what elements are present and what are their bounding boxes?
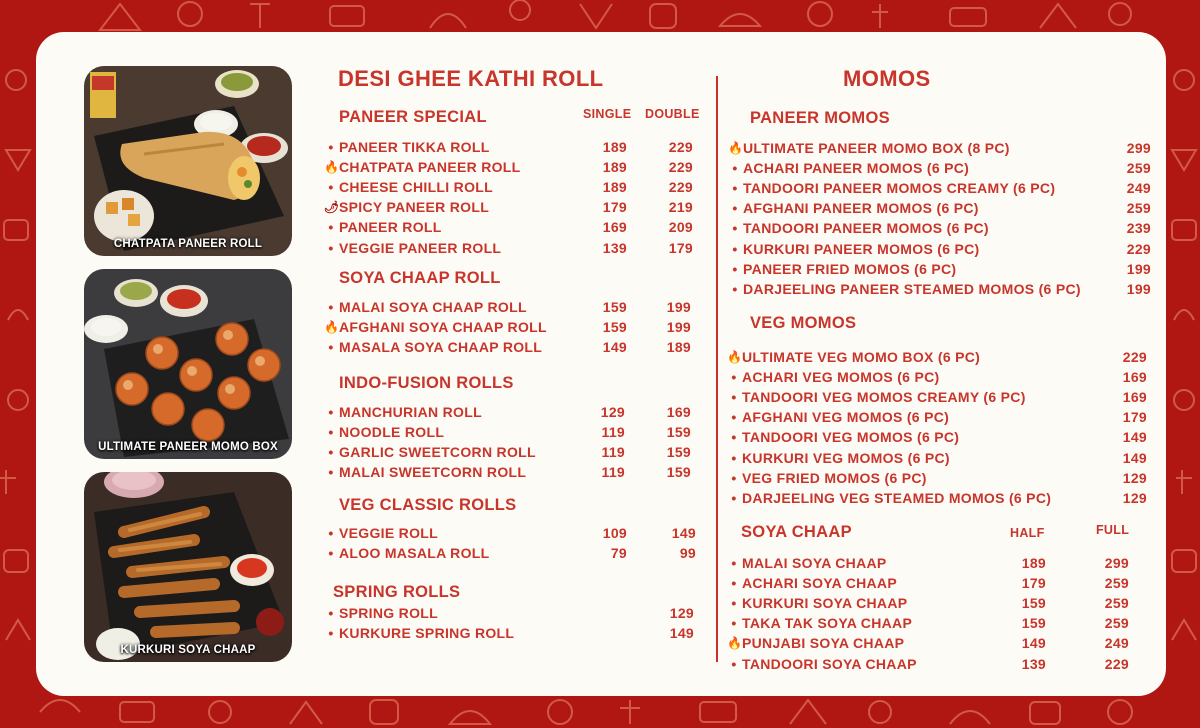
bullet-icon: •: [328, 545, 334, 562]
double-column-header: DOUBLE: [645, 107, 700, 121]
price-b: 129: [1122, 489, 1147, 506]
bullet-icon: •: [731, 615, 737, 632]
item-name: TANDOORI SOYA CHAAP: [742, 655, 917, 672]
item-name: MALAI SOYA CHAAP ROLL: [339, 299, 527, 315]
price-b: 129: [1122, 469, 1147, 486]
item-name: SPRING ROLL: [339, 605, 438, 621]
bullet-icon: •: [732, 160, 738, 177]
item-name: MALAI SWEETCORN ROLL: [339, 464, 527, 481]
menu-item: [0, 593, 1200, 613]
item-name: ULTIMATE PANEER MOMO BOX (8 PC): [743, 140, 1010, 156]
bullet-icon: •: [328, 464, 334, 481]
bullet-icon: •: [328, 299, 334, 315]
item-name: AFGHANI VEG MOMOS (6 PC): [742, 409, 950, 426]
bullet-icon: •: [732, 200, 738, 217]
bullet-icon: •: [731, 409, 737, 426]
price-b: 229: [668, 159, 693, 176]
price-a: 149: [602, 339, 627, 356]
bullet-icon: •: [731, 469, 737, 486]
fire-icon: 🔥: [324, 320, 340, 335]
menu-item: [0, 468, 1200, 488]
right-title: MOMOS: [843, 66, 931, 91]
bullet-icon: •: [731, 429, 737, 446]
price-a: 119: [601, 424, 625, 441]
bullet-icon: •: [731, 449, 737, 466]
price-b: 149: [1122, 429, 1147, 446]
item-name: ACHARI SOYA CHAAP: [742, 575, 897, 592]
price-b: 169: [1122, 389, 1147, 406]
item-name: ULTIMATE VEG MOMO BOX (6 PC): [742, 349, 981, 365]
menu-item: [0, 448, 1200, 468]
item-name: ACHARI PANEER MOMOS (6 PC): [743, 160, 970, 177]
price-b: 149: [669, 625, 694, 642]
menu-item: [0, 367, 1200, 387]
section-title: SOYA CHAAP ROLL: [339, 269, 501, 287]
item-name: DARJEELING PANEER STEAMED MOMOS (6 PC): [743, 280, 1081, 297]
menu-item: [0, 407, 1200, 427]
bullet-icon: •: [328, 339, 334, 356]
price-b: 199: [666, 299, 691, 315]
bullet-icon: •: [328, 444, 334, 461]
item-name: SPICY PANEER ROLL: [339, 199, 490, 216]
price-b: 199: [1126, 260, 1151, 277]
price-b: 229: [1122, 349, 1147, 365]
price-a: 139: [602, 239, 627, 256]
price-b: 169: [1122, 369, 1147, 386]
price-b: 209: [668, 219, 693, 236]
price-b: 229: [1104, 655, 1129, 672]
bullet-icon: •: [731, 489, 737, 506]
item-name: DARJEELING VEG STEAMED MOMOS (6 PC): [742, 489, 1052, 506]
price-a: 129: [600, 404, 625, 420]
price-b: 149: [1122, 449, 1147, 466]
bullet-icon: •: [328, 404, 334, 420]
price-b: 259: [1104, 615, 1129, 632]
item-name: ALOO MASALA ROLL: [339, 545, 490, 562]
photo-caption: CHATPATA PANEER ROLL: [113, 238, 263, 250]
item-name: TANDOORI PANEER MOMOS CREAMY (6 PC): [743, 180, 1056, 197]
price-b: 159: [666, 464, 691, 481]
item-name: CHEESE CHILLI ROLL: [339, 179, 493, 196]
price-b: 259: [1126, 200, 1151, 217]
menu-item: [0, 573, 1200, 593]
item-name: VEGGIE ROLL: [339, 525, 438, 541]
bullet-icon: •: [328, 179, 334, 196]
price-a: 189: [602, 179, 627, 196]
price-b: 299: [1104, 555, 1129, 571]
section-title: SOYA CHAAP: [741, 523, 852, 541]
price-b: 189: [666, 339, 691, 356]
price-a: 159: [1021, 595, 1046, 612]
price-b: 229: [1126, 240, 1151, 257]
price-a: 159: [602, 319, 627, 336]
bullet-icon: •: [732, 180, 738, 197]
price-b: 129: [669, 605, 694, 621]
menu-item: [0, 239, 1200, 259]
price-b: 179: [1122, 409, 1147, 426]
bullet-icon: •: [731, 555, 737, 571]
photo-caption: KURKURI SOYA CHAAP: [120, 644, 256, 656]
bullet-icon: •: [328, 219, 334, 236]
item-name: VEG FRIED MOMOS (6 PC): [742, 469, 927, 486]
price-b: 229: [668, 179, 693, 196]
menu-item: [0, 633, 1200, 653]
item-name: AFGHANI SOYA CHAAP ROLL: [339, 319, 547, 336]
section-title: VEG CLASSIC ROLLS: [339, 496, 517, 514]
price-a: 189: [1021, 555, 1046, 571]
item-name: PANEER TIKKA ROLL: [339, 139, 490, 155]
bullet-icon: •: [731, 369, 737, 386]
price-a: 159: [1021, 615, 1046, 632]
price-b: 239: [1126, 220, 1151, 237]
price-a: 79: [610, 545, 627, 562]
bullet-icon: •: [732, 220, 738, 237]
single-column-header: SINGLE: [583, 107, 632, 121]
price-b: 219: [668, 199, 693, 216]
item-name: PUNJABI SOYA CHAAP: [742, 635, 905, 652]
menu-item: [0, 158, 1200, 178]
item-name: NOODLE ROLL: [339, 424, 445, 441]
price-b: 199: [1126, 280, 1151, 297]
item-name: GARLIC SWEETCORN ROLL: [339, 444, 536, 461]
bullet-icon: •: [328, 139, 334, 155]
fire-icon: 🔥: [324, 160, 340, 175]
price-b: 249: [1126, 180, 1151, 197]
item-name: MASALA SOYA CHAAP ROLL: [339, 339, 543, 356]
price-a: 159: [602, 299, 627, 315]
price-b: 99: [679, 545, 696, 562]
bullet-icon: •: [732, 280, 738, 297]
price-b: 259: [1126, 160, 1151, 177]
menu-item: [0, 297, 1200, 317]
price-b: 179: [668, 239, 693, 256]
price-b: 299: [1126, 140, 1151, 156]
bullet-icon: •: [328, 625, 334, 642]
bullet-icon: •: [731, 575, 737, 592]
price-b: 249: [1104, 635, 1129, 652]
price-b: 159: [666, 444, 691, 461]
item-name: PANEER ROLL: [339, 219, 442, 236]
full-column-header: FULL: [1096, 523, 1130, 537]
menu-item: [0, 347, 1200, 367]
price-a: 109: [602, 525, 627, 541]
price-b: 229: [668, 139, 693, 155]
half-column-header: HALF: [1010, 526, 1045, 540]
price-b: 149: [671, 525, 696, 541]
bullet-icon: •: [328, 605, 334, 621]
menu-item: [0, 178, 1200, 198]
fire-icon: 🔥: [727, 350, 743, 364]
fire-icon: 🔥: [728, 141, 744, 155]
section-title: PANEER MOMOS: [750, 109, 890, 127]
item-name: KURKURI SOYA CHAAP: [742, 595, 908, 612]
menu-item: [0, 279, 1200, 299]
menu-item: [0, 198, 1200, 218]
price-a: 119: [601, 444, 625, 461]
item-name: KURKURI VEG MOMOS (6 PC): [742, 449, 950, 466]
item-name: MALAI SOYA CHAAP: [742, 555, 887, 571]
bullet-icon: •: [328, 525, 334, 541]
item-name: TANDOORI PANEER MOMOS (6 PC): [743, 220, 989, 237]
left-title: DESI GHEE KATHI ROLL: [338, 66, 604, 91]
chili-icon: 🌶: [324, 200, 340, 215]
menu-item: [0, 654, 1200, 674]
photo-caption: ULTIMATE PANEER MOMO BOX: [98, 441, 278, 453]
section-title: PANEER SPECIAL: [339, 108, 487, 126]
item-name: TANDOORI VEG MOMOS (6 PC): [742, 429, 960, 446]
menu-item: [0, 427, 1200, 447]
price-b: 169: [666, 404, 691, 420]
menu-item: [0, 259, 1200, 279]
menu-item: [0, 218, 1200, 238]
item-name: PANEER FRIED MOMOS (6 PC): [743, 260, 957, 277]
bullet-icon: •: [328, 239, 334, 256]
bullet-icon: •: [731, 595, 737, 612]
price-a: 149: [1021, 635, 1046, 652]
section-title: INDO-FUSION ROLLS: [339, 374, 514, 392]
price-b: 159: [666, 424, 691, 441]
price-a: 189: [602, 159, 627, 176]
price-a: 189: [602, 139, 627, 155]
item-name: KURKURE SPRING ROLL: [339, 625, 515, 642]
section-title: VEG MOMOS: [750, 314, 857, 332]
menu-item: [0, 387, 1200, 407]
item-name: AFGHANI PANEER MOMOS (6 PC): [743, 200, 979, 217]
bullet-icon: •: [732, 240, 738, 257]
price-a: 169: [602, 219, 627, 236]
menu-item: [0, 138, 1200, 158]
item-name: VEGGIE PANEER ROLL: [339, 239, 502, 256]
item-name: TANDOORI VEG MOMOS CREAMY (6 PC): [742, 389, 1026, 406]
price-a: 139: [1021, 655, 1046, 672]
menu-item: [0, 488, 1200, 508]
item-name: TAKA TAK SOYA CHAAP: [742, 615, 913, 632]
item-name: ACHARI VEG MOMOS (6 PC): [742, 369, 940, 386]
price-a: 119: [601, 464, 625, 481]
price-b: 259: [1104, 575, 1129, 592]
item-name: KURKURI PANEER MOMOS (6 PC): [743, 240, 980, 257]
menu-item: [0, 613, 1200, 633]
menu-item: [0, 553, 1200, 573]
price-b: 259: [1104, 595, 1129, 612]
bullet-icon: •: [731, 389, 737, 406]
bullet-icon: •: [328, 424, 334, 441]
bullet-icon: •: [731, 655, 737, 672]
menu-item: [0, 317, 1200, 337]
price-a: 179: [602, 199, 627, 216]
fire-icon: 🔥: [727, 636, 743, 651]
bullet-icon: •: [732, 260, 738, 277]
price-b: 199: [666, 319, 691, 336]
item-name: CHATPATA PANEER ROLL: [339, 159, 521, 176]
item-name: MANCHURIAN ROLL: [339, 404, 482, 420]
price-a: 179: [1021, 575, 1046, 592]
section-title: SPRING ROLLS: [333, 583, 461, 601]
